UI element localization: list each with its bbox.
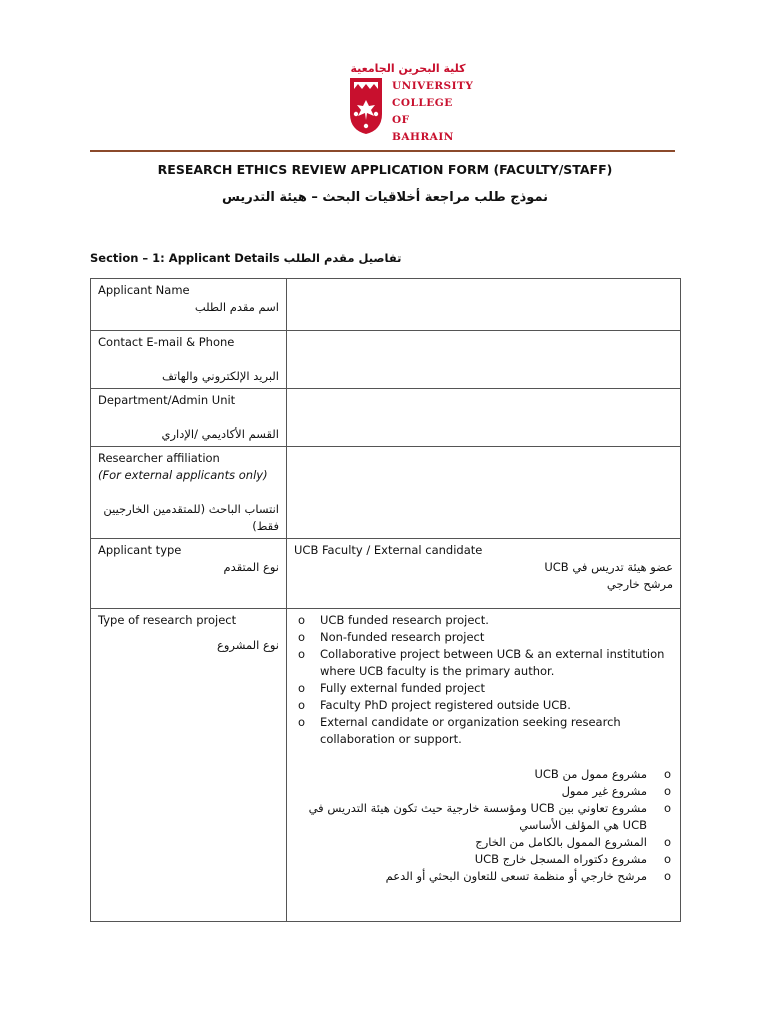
row-label-en: Applicant Name	[98, 283, 190, 297]
table-row	[91, 539, 681, 609]
row-note-en: (For external applicants only)	[98, 468, 268, 482]
form-title-arabic: نموذج طلب مراجعة أخلاقيات البحث – هيئة التدريس	[221, 190, 549, 205]
table-row	[91, 609, 681, 922]
row-label-en: Department/Admin Unit	[98, 393, 236, 407]
option-bullet-icon: o	[663, 869, 671, 883]
section-heading: Section – 1: Applicant Details تفاصيل مقدم الطلب	[90, 251, 402, 265]
contact-field[interactable]	[287, 331, 681, 389]
row-label-en: Researcher affiliation	[98, 451, 220, 465]
header-divider	[90, 150, 675, 152]
affiliation-field[interactable]	[287, 447, 681, 539]
form-title-english: RESEARCH ETHICS REVIEW APPLICATION FORM (FACULTY/STAFF)	[157, 162, 613, 177]
table-row	[91, 389, 681, 447]
option-ar-collaborative[interactable]: o مشروع تعاوني بين UCB ومؤسسة خارجية حيث تكون هيئة التدريس في UCB هي المؤلف الأساسي	[308, 801, 671, 832]
logo-line-university: UNIVERSITY	[392, 80, 474, 92]
option-bullet-icon: o	[663, 767, 671, 781]
project-options-ar	[294, 766, 673, 885]
applicant-type-field[interactable]	[287, 539, 681, 609]
option-ar-fully-external[interactable]: o المشروع الممول بالكامل من الخارج	[475, 835, 671, 849]
applicant-type-label-cell	[91, 539, 287, 609]
option-external-candidate[interactable]: o External candidate or organization seeking research collaboration or support.	[298, 715, 621, 746]
applicant-name-field[interactable]	[287, 279, 681, 331]
contact-label-cell	[91, 331, 287, 389]
option-bullet-icon: o	[298, 681, 306, 695]
option-non-funded[interactable]: o Non-funded research project	[298, 630, 485, 644]
table-row	[91, 279, 681, 331]
row-label-ar: اسم مقدم الطلب	[194, 300, 279, 314]
project-type-options-cell	[287, 609, 681, 922]
row-label-en: Applicant type	[98, 543, 182, 557]
option-ucb-funded[interactable]: o UCB funded research project.	[298, 613, 489, 627]
project-type-label-cell	[91, 609, 287, 922]
logo-arabic-name: كلية البحرين الجامعية	[350, 62, 466, 75]
option-collaborative[interactable]: o Collaborative project between UCB & an external institution where UCB faculty is the primary author.	[298, 647, 665, 678]
applicant-type-value-ar2: مرشح خارجي	[606, 577, 673, 591]
option-bullet-icon: o	[663, 801, 671, 815]
option-bullet-icon: o	[663, 784, 671, 798]
college-logo	[340, 62, 474, 143]
applicant-name-label-cell	[91, 279, 287, 331]
option-ar-non-funded[interactable]: o مشروع غير ممول	[561, 784, 671, 798]
option-bullet-icon: o	[298, 613, 306, 627]
row-label-en: Contact E-mail & Phone	[98, 335, 235, 349]
option-bullet-icon: o	[298, 630, 306, 644]
row-label-ar: البريد الإلكتروني والهاتف	[162, 369, 279, 383]
affiliation-label-cell	[91, 447, 287, 539]
table-row	[91, 331, 681, 389]
option-fully-external[interactable]: o Fully external funded project	[298, 681, 485, 695]
applicant-type-value-en: UCB Faculty / External candidate	[294, 543, 483, 557]
option-bullet-icon: o	[663, 852, 671, 866]
row-label-ar: القسم الأكاديمي /الإداري	[161, 427, 279, 441]
logo-line-college: COLLEGE	[392, 97, 453, 109]
logo-line-bahrain: OF BAHRAIN	[392, 114, 454, 143]
option-bullet-icon: o	[298, 698, 306, 712]
table-row	[91, 447, 681, 539]
department-field[interactable]	[287, 389, 681, 447]
option-ar-faculty-phd[interactable]: o مشروع دكتوراه المسجل خارج UCB	[474, 852, 671, 866]
option-ar-external-candidate[interactable]: o مرشح خارجي أو منظمة تسعى للتعاون البحثي أو الدعم	[385, 869, 671, 883]
shield-emblem-icon	[348, 76, 384, 136]
row-label-ar: نوع المشروع	[216, 638, 279, 652]
option-bullet-icon: o	[298, 647, 306, 661]
option-bullet-icon: o	[663, 835, 671, 849]
applicant-type-value-ar1: عضو هيئة تدريس في UCB	[544, 560, 673, 574]
applicant-details-table	[90, 278, 681, 922]
option-bullet-icon: o	[298, 715, 306, 729]
option-ar-ucb-funded[interactable]: o مشروع ممول من UCB	[534, 767, 671, 781]
row-label-en: Type of research project	[98, 613, 237, 627]
option-faculty-phd[interactable]: o Faculty PhD project registered outside UCB.	[298, 698, 571, 712]
project-options-en	[294, 612, 673, 748]
department-label-cell	[91, 389, 287, 447]
row-label-ar: انتساب الباحث (للمتقدمين الخارجيين فقط)	[103, 502, 279, 533]
row-label-ar: نوع المتقدم	[223, 560, 279, 574]
